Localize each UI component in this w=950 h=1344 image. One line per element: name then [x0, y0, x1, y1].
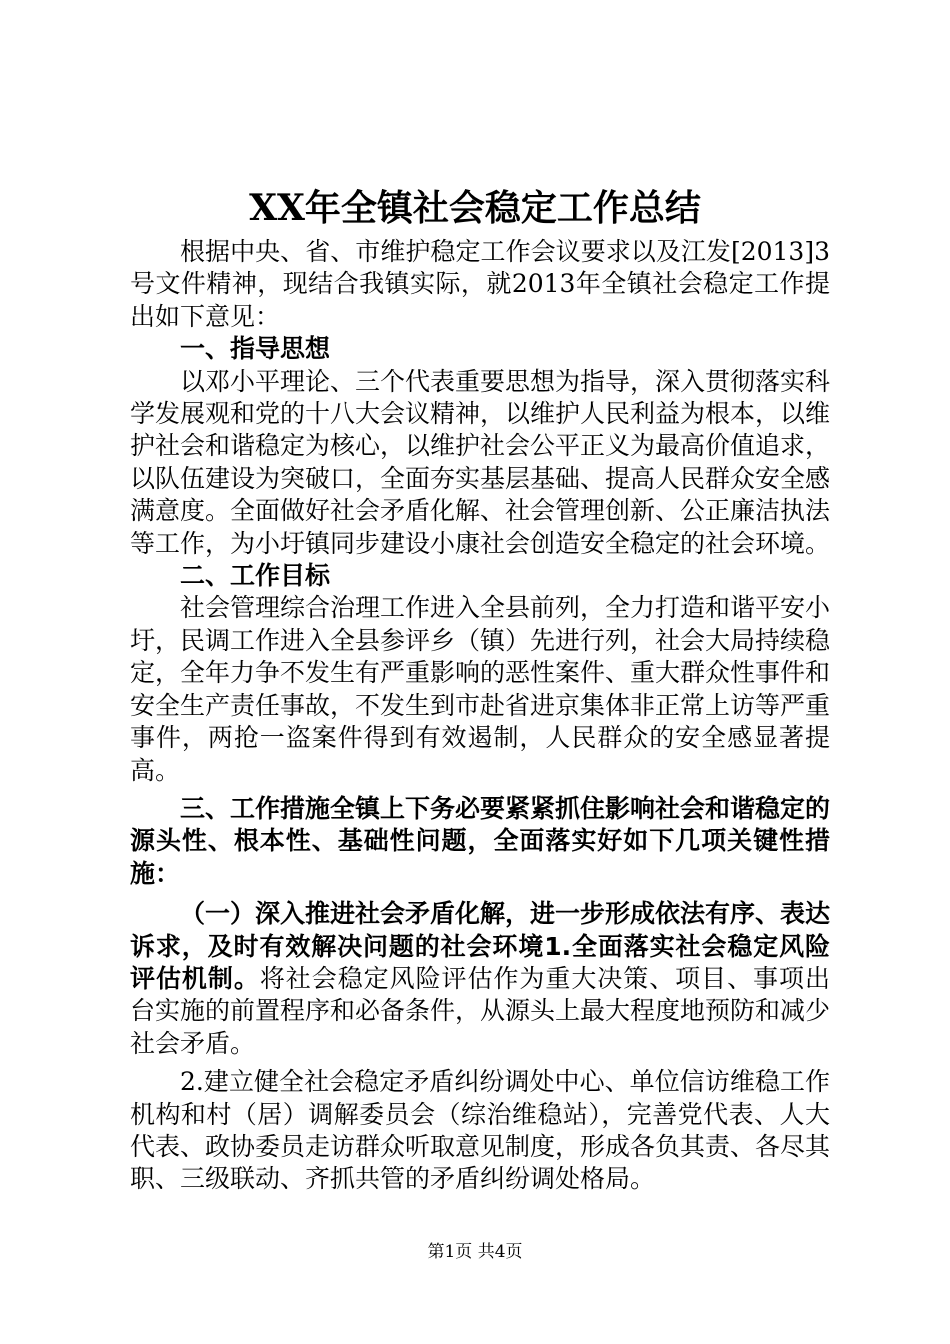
- section-2-heading: 二、工作目标: [180, 561, 331, 591]
- section-1-paragraph: 以邓小平理论、三个代表重要思想为指导，深入贯彻落实科学发展观和党的十八大会议精神，以维护人民利益为根本，以维护社会和谐稳定为核心，以维护社会公平正义为最高价值追求，以队伍建设为突破口，全面夯实基层基础、提高人民群众安全感满意度。全面做好社会矛盾化解、社会管理创新、公正廉洁执法等工作，为小圩镇同步建设小康社会创造安全稳定的社会环境。: [130, 366, 831, 558]
- item-1-normal-text: 将社会稳定风险评估作为重大决策、项目、事项出台实施的前置程序和必备条件，从源头上最大程度地预防和减少社会矛盾。: [130, 963, 831, 1058]
- section-3-paragraph: 三、工作措施全镇上下务必要紧紧抓住影响社会和谐稳定的源头性、根本性、基础性问题，全面落实好如下几项关键性措施：: [130, 793, 831, 888]
- section-1-heading: 一、指导思想: [180, 334, 331, 364]
- section-2-paragraph: 社会管理综合治理工作进入全县前列，全力打造和谐平安小圩，民调工作进入全县参评乡（镇）先进行列，社会大局持续稳定，全年力争不发生有严重影响的恶性案件、重大群众性事件和安全生产责任事故，不发生到市赴省进京集体非正常上访等严重事件，两抢一盗案件得到有效遏制，人民群众的安全感显著提高。: [130, 593, 831, 785]
- item-1-paragraph: [130, 898, 830, 1060]
- document-title: XX年全镇社会稳定工作总结: [249, 187, 701, 229]
- page-footer: 第1页 共4页: [427, 1242, 523, 1262]
- intro-paragraph: 根据中央、省、市维护稳定工作会议要求以及江发[2013]3号文件精神，现结合我镇实际，就2013年全镇社会稳定工作提出如下意见：: [130, 237, 830, 331]
- document-body: [130, 236, 830, 1196]
- item-2-paragraph: 2.建立健全社会稳定矛盾纠纷调处中心、单位信访维稳工作机构和村（居）调解委员会（综治维稳站），完善党代表、人大代表、政协委员走访群众听取意见制度，形成各负其责、各尽其职、三级联动、齐抓共管的矛盾纠纷调处格局。: [130, 1067, 831, 1194]
- spacer: [130, 890, 830, 898]
- item-1-bold-text: （一）深入推进社会矛盾化解，进一步形成依法有序、表达诉求，及时有效解决问题的社会环境1.全面落实社会稳定风险评估机制。: [130, 899, 831, 993]
